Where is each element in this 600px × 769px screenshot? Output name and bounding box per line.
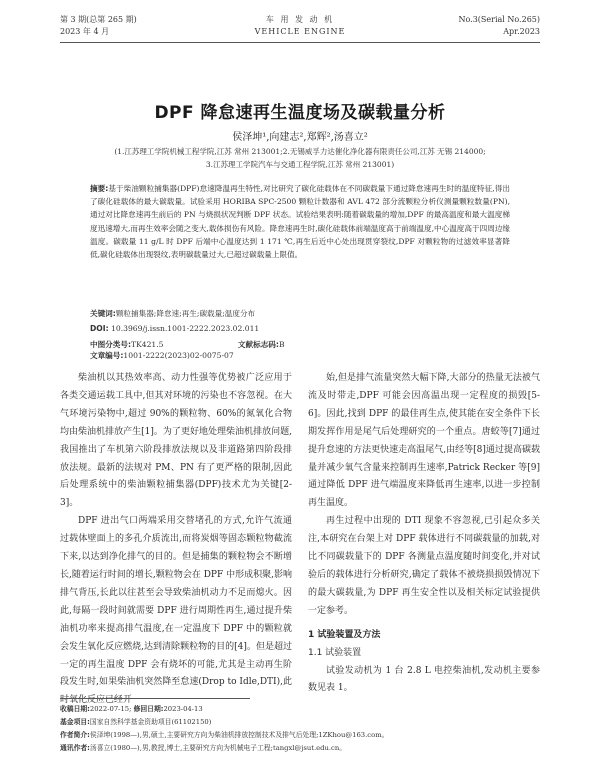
issue-date-en: Apr.2023 <box>503 27 540 36</box>
footnote-corresponding <box>60 742 540 755</box>
author-affiliations <box>80 145 520 171</box>
classification-line <box>90 339 510 361</box>
article-id-value: 1001-2222(2023)02-0075-07 <box>123 351 234 360</box>
affiliation-line-1: (1.江苏理工学院机械工程学院,江苏 常州 213001;2.无锡威孚力达催化净化器有限责任公司,江苏 无锡 214000; <box>114 147 486 156</box>
fund-label: 基金项目: <box>60 718 90 726</box>
body-column-left <box>60 370 292 710</box>
article-id-label: 文章编号: <box>90 351 124 360</box>
received-label: 收稿日期: <box>60 705 90 713</box>
footnote-block <box>60 703 540 755</box>
abstract-text: 基于柴油颗粒捕集器(DPF)怠速降温再生特性,对比研究了碳化硅载体在不同碳载量下通过降怠速再生时的温度特征,得出了碳化硅载体的最大碳载量。试验采用 HORIBA SPC-2500 颗粒计数器和 AVL 472 部分流颗粒分析仪测量颗粒数量(PN),通过对比降怠速再生前后的 PN 与烧损状况判断 DPF 状态。试验结果表明:随着碳载量的增加,DPF 的最高温度和最大温度梯度迅速增大,而再生效率会随之变大,载体损伤有风险。降怠速再生时,碳化硅载体前端温度高于前端温度,中心温度高于四周边缘温度。碳载量 11 g/L 时 DPF 后端中心温度达到 1 171 ℃,再生后近中心处出现贯穿裂纹,DPF 对颗粒物的过滤效率显著降低,碳化硅载体出现裂纹,表明碳载量过大,已超过碳载量上限值。 <box>90 184 510 260</box>
paragraph-intro: 柴油机以其热效率高、动力性强等优势被广泛应用于各类交通运载工具中,但其对环境的污染也不容忽视。在大气环境污染物中,超过 90%的颗粒物、60%的氮氧化合物均由柴油机排放产生[1]。为了更好地处理柴油机排放问题,我国推出了车机第六阶段排放法规以及非道路第四阶段排放法规。最新的法规对 PM、PN 有了更严格的限制,因此后处理系统中的柴油颗粒捕集器(DPF)技术尤为关键[2-3]。 <box>60 373 292 509</box>
paragraph-regeneration-risk: 始,但是排气流量突然大幅下降,大部分的热量无法被气流及时带走,DPF 可能会因高温出现一定程度的损毁[5-6]。因此,找到 DPF 的最佳再生点,使其能在安全条件下长期发挥作用是尾气后处理研究的一个重点。唐蛟等[7]通过提升怠速的方法更快速走高温尾气,由经等[8]通过提高碳载量并减少氧气含量来控制再生速率,Patrick Recker 等[9]通过降低 DPF 进气端温度来降低再生速率,以进一步控制再生温度。 <box>308 373 540 509</box>
issue-date-cn: 2023 年 4 月 <box>60 27 110 36</box>
abstract-label: 摘要: <box>90 184 109 193</box>
doc-code-label: 文献标志码: <box>237 340 279 349</box>
affiliation-line-2: 3.江苏理工学院汽车与交通工程学院,江苏 常州 213001) <box>205 160 395 169</box>
doi-line <box>90 324 510 333</box>
doc-code-value: B <box>278 340 285 349</box>
header-divider <box>60 42 540 43</box>
abstract-block <box>90 182 510 261</box>
section-heading-1: 1 试验装置及方法 <box>308 629 381 640</box>
journal-name-en: VEHICLE ENGINE <box>254 27 346 36</box>
received-date: 2022-07-15 <box>89 705 130 713</box>
footnote-author <box>60 729 540 742</box>
paragraph-study-aim: 再生过程中出现的 DTI 现象不容忽视,已引起众多关注,本研究在台架上对 DPF 载体进行不同碳载量的加载,对比不同碳载量下的 DPF 各测量点温度随时间变化,并对试验后的载体进行分析研究,确定了载体不被烧损损毁情况下的最大碳载量,为 DPF 再生安全性以及相关标定试验提供一定参考。 <box>308 516 540 616</box>
subsection-heading-1-1: 1.1 试验装置 <box>308 647 362 658</box>
article-title: DPF 降怠速再生温度场及碳载量分析 <box>154 103 446 123</box>
fund-text: 国家自然科学基金资助项目(61102150) <box>89 718 212 726</box>
issue-number: 第 3 期(总第 265 期) <box>60 15 137 24</box>
doi-label: DOI: <box>90 324 109 333</box>
footnote-fund <box>60 716 540 729</box>
clc-label: 中图分类号: <box>90 340 132 349</box>
revised-label: 修回日期: <box>133 705 164 713</box>
doi-text[interactable]: 10.3969/j.issn.1001-2222.2023.02.011 <box>111 324 260 333</box>
author-bio-label: 作者简介: <box>60 731 90 739</box>
running-header <box>60 14 540 44</box>
paragraph-test-engine: 试验发动机为 1 台 2.8 L 电控柴油机,发动机主要参数见表 1。 <box>308 665 540 694</box>
footnote-divider <box>60 698 250 699</box>
article-authors: 侯泽坤¹,向建志²,郑辉²,汤喜立² <box>232 132 368 143</box>
journal-name-cn: 车 用 发 动 机 <box>265 15 335 24</box>
keywords-text: 颗粒捕集器;降怠速;再生;碳载量;温度分布 <box>115 309 256 318</box>
body-column-right <box>308 370 540 698</box>
revised-date: 2023-04-13 <box>163 705 203 713</box>
paragraph-dpf-principle: DPF 进出气口两端采用交替堵孔的方式,允许气流通过载体壁面上的多孔介质流出,而将炭烟等固态颗粒物截流下来,以达到净化排气的目的。但是捕集的颗粒物会不断增长,随着运行时间的增长,颗粒物会在 DPF 中形成积聚,影响排气背压,长此以往甚至会导致柴油机动力不足而熄火。因此,每隔一段时间就需要 DPF 进行周期性再生,通过提升柴油机功率来提高排气温度,在一定温度下 DPF 中的颗粒就会发生氧化反应燃烧,达到清除颗粒物的目的[4]。但是超过一定的再生温度 DPF 会有烧坏的可能,尤其是主动再生阶段发生时,如果柴油机突然降至怠速(Drop to Idle,DTI),此时氧化反应已经开 <box>60 516 292 706</box>
keywords-line <box>90 308 510 319</box>
author-bio-text: 侯泽坤(1998—),男,硕士,主要研究方向为柴油机排放控制技术及排气后处理;1ZKhou@163.com。 <box>89 731 389 739</box>
corresponding-label: 通讯作者: <box>60 744 90 752</box>
keywords-label: 关键词: <box>90 309 116 318</box>
issue-number-en: No.3(Serial No.265) <box>458 15 540 24</box>
clc-value: TK421.5 <box>131 340 164 349</box>
corresponding-text: 汤喜立(1980—),男,教授,博士,主要研究方向为机械电子工程;tangxl@jsut.edu.cn。 <box>89 744 347 752</box>
footnote-dates: 收稿日期:2022-07-15; 修回日期:2023-04-13 <box>60 705 203 713</box>
